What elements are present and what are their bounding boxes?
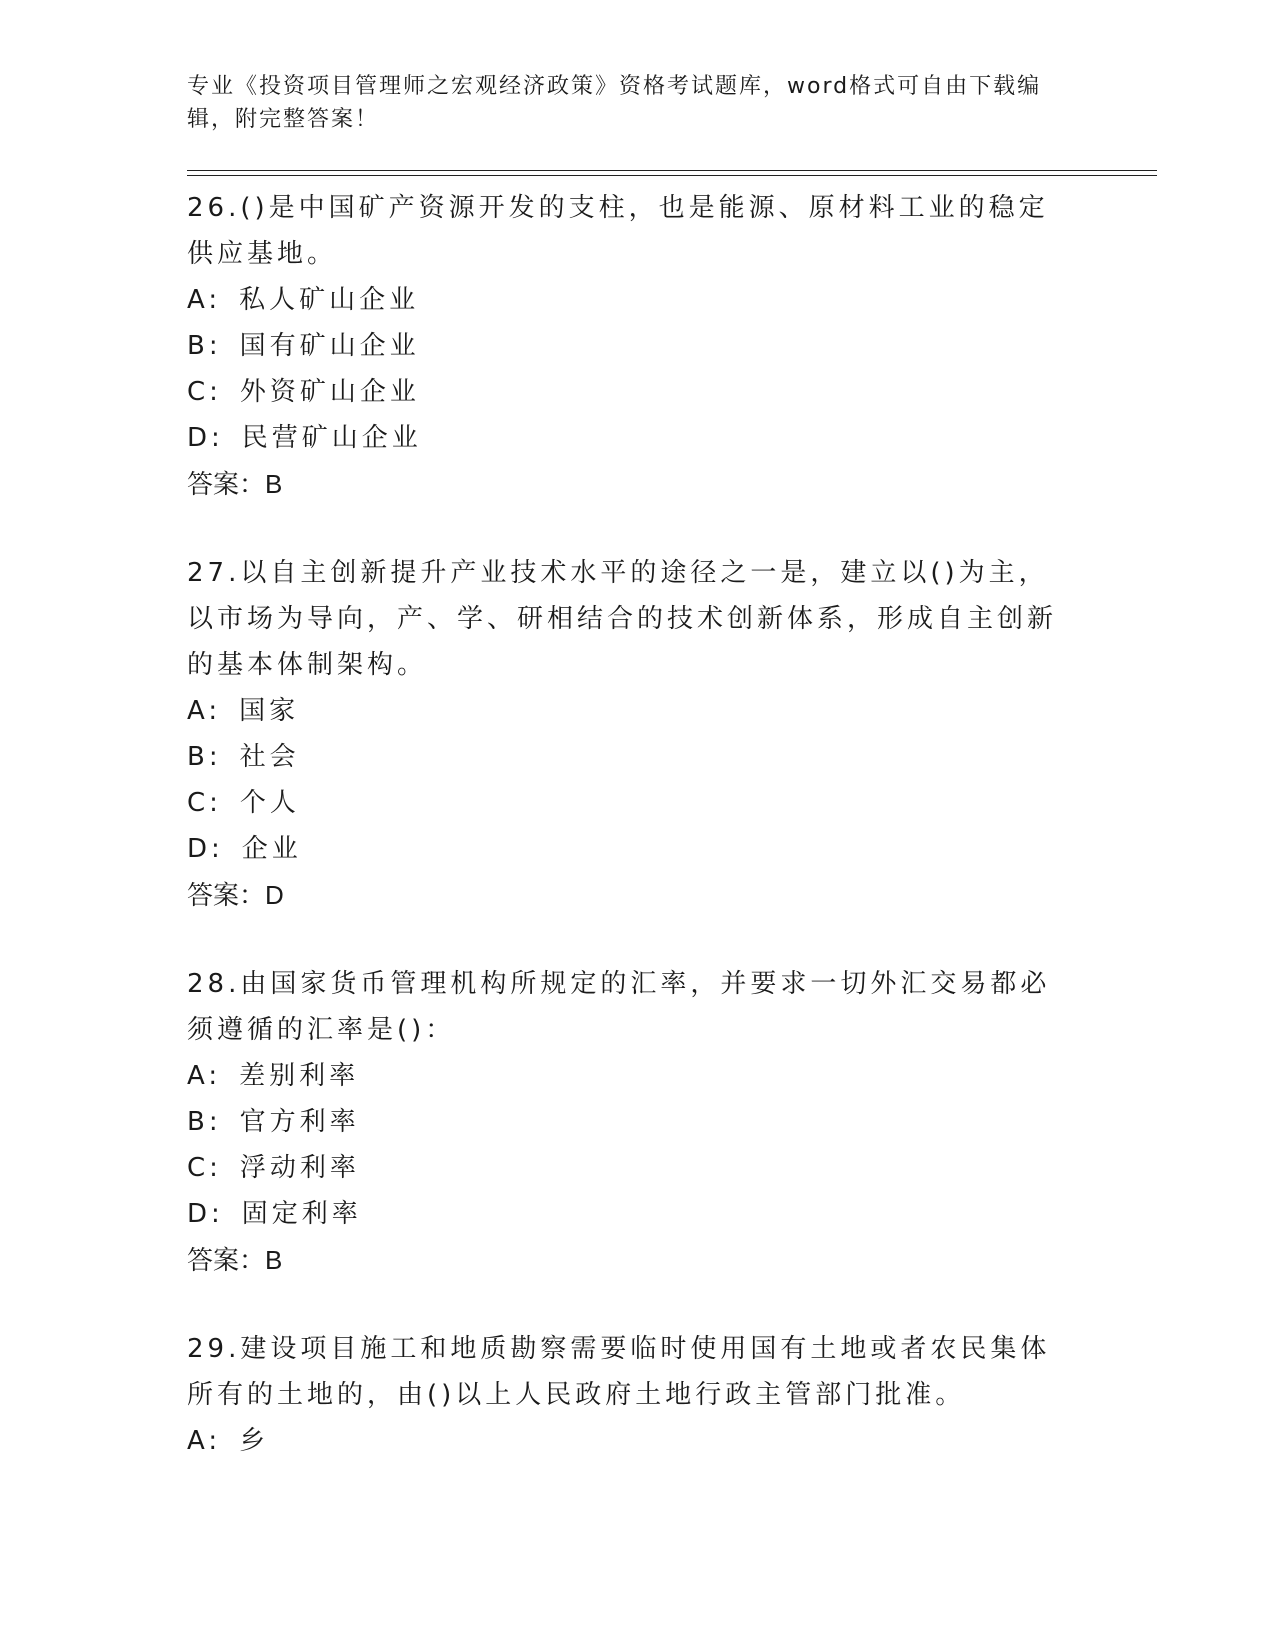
- document-page: [187, 70, 1157, 1507]
- option-letter: B:: [187, 1107, 222, 1137]
- option-letter: A:: [187, 285, 222, 315]
- option-letter: D:: [187, 1199, 224, 1229]
- option-text: 民营矿山企业: [241, 423, 422, 453]
- option-b: [187, 734, 1157, 780]
- option-text: 乡: [239, 1426, 270, 1456]
- option-d: [187, 415, 1157, 461]
- question-text: 27.以自主创新提升产业技术水平的途径之一是，建立以()为主，以市场为导向，产、学、研相结合的技术创新体系，形成自主创新的基本体制架构。: [187, 558, 1058, 680]
- option-text: 固定利率: [241, 1199, 362, 1229]
- answer-line: 答案：B: [187, 469, 283, 499]
- option-letter: B:: [187, 742, 222, 772]
- option-text: 国有矿山企业: [239, 331, 420, 361]
- option-a: [187, 1053, 1157, 1099]
- option-letter: C:: [187, 788, 222, 818]
- option-text: 国家: [239, 696, 300, 726]
- option-a: [187, 277, 1157, 323]
- option-text: 个人: [239, 788, 300, 818]
- question-27: [187, 550, 1157, 918]
- option-a: [187, 688, 1157, 734]
- option-text: 差别利率: [239, 1061, 360, 1091]
- option-b: [187, 1099, 1157, 1145]
- option-text: 浮动利率: [239, 1153, 360, 1183]
- option-letter: D:: [187, 423, 224, 453]
- option-a: [187, 1418, 1157, 1464]
- option-letter: A:: [187, 696, 222, 726]
- option-letter: D:: [187, 834, 224, 864]
- option-c: [187, 369, 1157, 415]
- option-d: [187, 1191, 1157, 1237]
- question-text: 29.建设项目施工和地质勘察需要临时使用国有土地或者农民集体所有的土地的，由()以上人民政府土地行政主管部门批准。: [187, 1334, 1051, 1410]
- document-intro: 专业《投资项目管理师之宏观经济政策》资格考试题库，word格式可自由下载编辑，附完整答案！: [187, 74, 1042, 132]
- option-text: 企业: [241, 834, 302, 864]
- question-26: [187, 185, 1157, 507]
- option-text: 社会: [239, 742, 300, 772]
- option-b: [187, 323, 1157, 369]
- option-letter: C:: [187, 377, 222, 407]
- option-letter: C:: [187, 1153, 222, 1183]
- question-list: [187, 185, 1157, 1464]
- answer-line: 答案：D: [187, 880, 284, 910]
- option-text: 私人矿山企业: [239, 285, 420, 315]
- option-letter: A:: [187, 1426, 222, 1456]
- option-c: [187, 1145, 1157, 1191]
- question-28: [187, 961, 1157, 1283]
- option-letter: B:: [187, 331, 222, 361]
- option-c: [187, 780, 1157, 826]
- option-text: 外资矿山企业: [239, 377, 420, 407]
- question-text: 26.()是中国矿产资源开发的支柱，也是能源、原材料工业的稳定供应基地。: [187, 193, 1049, 269]
- option-text: 官方利率: [239, 1107, 360, 1137]
- option-d: [187, 826, 1157, 872]
- question-text: 28.由国家货币管理机构所规定的汇率，并要求一切外汇交易都必须遵循的汇率是()：: [187, 969, 1051, 1045]
- answer-line: 答案：B: [187, 1245, 283, 1275]
- option-letter: A:: [187, 1061, 222, 1091]
- question-29: [187, 1326, 1157, 1464]
- header-double-rule: [187, 170, 1157, 176]
